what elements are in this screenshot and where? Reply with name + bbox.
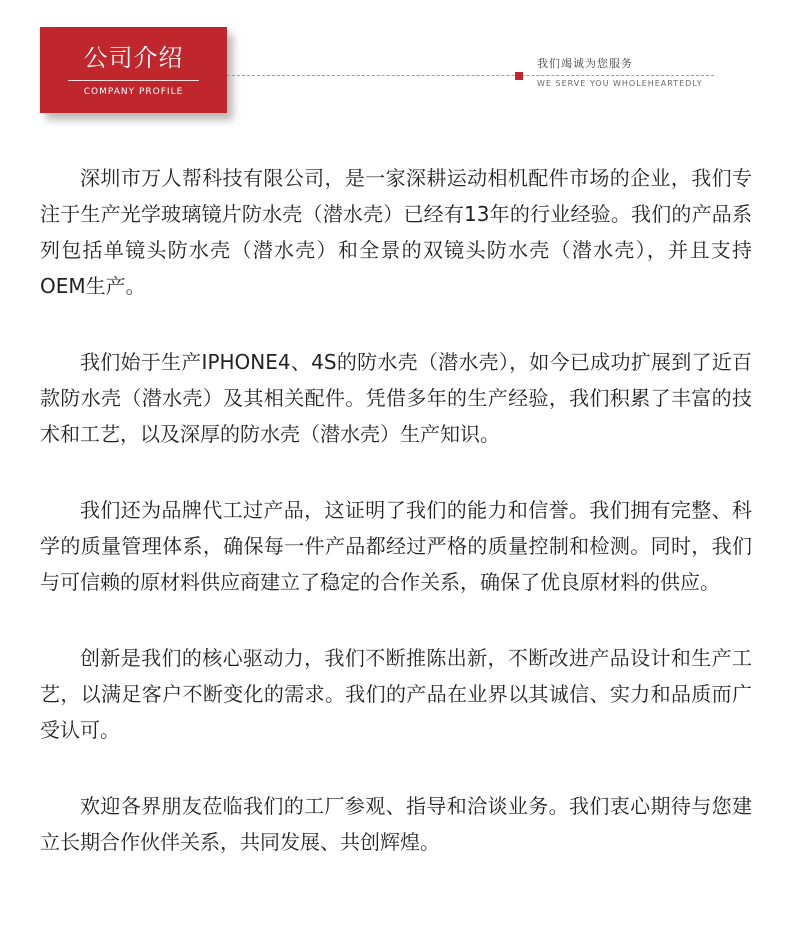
dashed-divider bbox=[227, 75, 714, 76]
section-title-badge bbox=[40, 27, 227, 113]
paragraph-welcome: 欢迎各界朋友莅临我们的工厂参观、指导和洽谈业务。我们衷心期待与您建立长期合作伙伴关系，共同发展、共创辉煌。 bbox=[40, 794, 752, 854]
paragraph-intro: 深圳市万人帮科技有限公司，是一家深耕运动相机配件市场的企业，我们专注于生产光学玻璃镜片防水壳（潜水壳）已经有13年的行业经验。我们的产品系列包括单镜头防水壳（潜水壳）和全景的双镜头防水壳（潜水壳），并且支持OEM生产。 bbox=[40, 166, 752, 298]
accent-square-icon bbox=[515, 72, 523, 80]
paragraph-history: 我们始于生产IPHONE4、4S的防水壳（潜水壳），如今已成功扩展到了近百款防水壳（潜水壳）及其相关配件。凭借多年的生产经验，我们积累了丰富的技术和工艺，以及深厚的防水壳（潜水壳）生产知识。 bbox=[40, 350, 752, 446]
section-title: 公司介绍 bbox=[83, 44, 184, 72]
service-tagline: 我们竭诚为您服务 bbox=[537, 57, 633, 70]
paragraph-quality: 我们还为品牌代工过产品，这证明了我们的能力和信誉。我们拥有完整、科学的质量管理体系，确保每一件产品都经过严格的质量控制和检测。同时，我们与可信赖的原材料供应商建立了稳定的合作关系，确保了优良原材料的供应。 bbox=[40, 498, 752, 594]
company-profile-text bbox=[40, 160, 752, 900]
service-tagline-english: WE SERVE YOU WHOLEHEARTEDLY bbox=[537, 79, 703, 88]
section-subtitle: COMPANY PROFILE bbox=[83, 87, 184, 97]
title-divider bbox=[68, 80, 199, 81]
paragraph-innovation: 创新是我们的核心驱动力，我们不断推陈出新，不断改进产品设计和生产工艺，以满足客户不断变化的需求。我们的产品在业界以其诚信、实力和品质而广受认可。 bbox=[40, 646, 752, 742]
